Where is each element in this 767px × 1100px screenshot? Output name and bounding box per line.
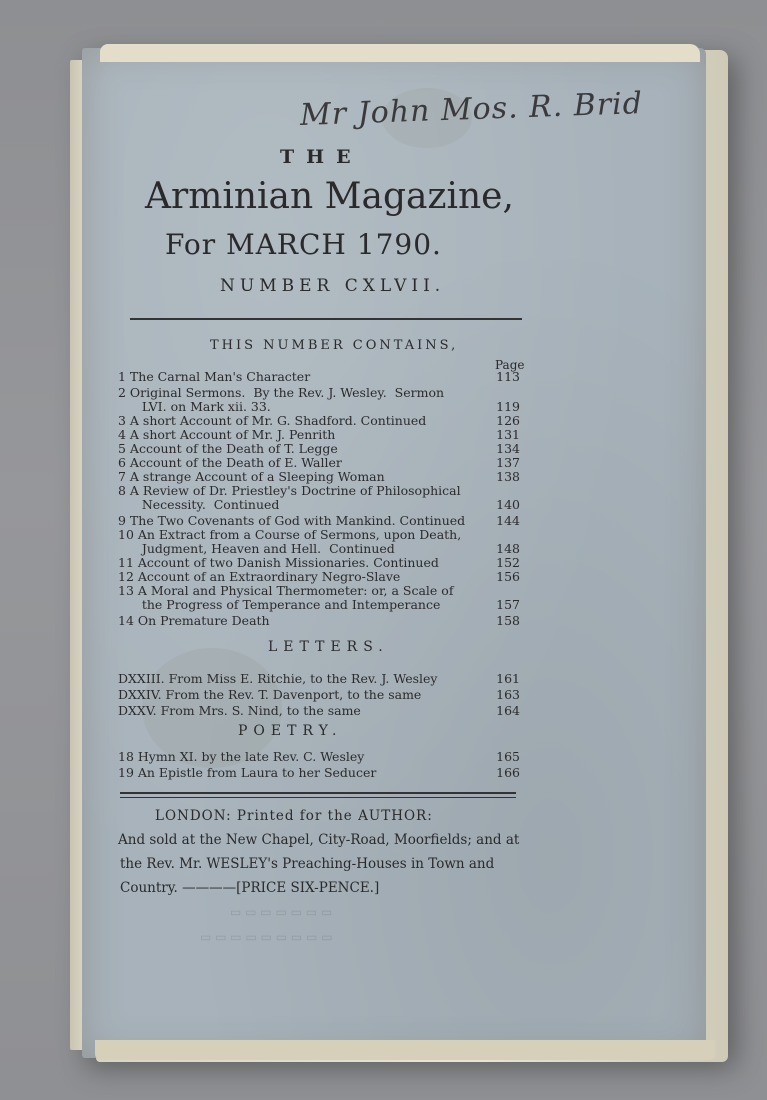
page-column-heading: Page (495, 358, 525, 372)
worn-bottom-edge (95, 1040, 715, 1060)
torn-top-edge (100, 44, 700, 62)
bleed-through-text: ▭ ▭ ▭ ▭ ▭ ▭ ▭ (230, 905, 333, 919)
imprint-line: Country. ————[PRICE SIX-PENCE.] (120, 880, 380, 896)
imprint-divider-bottom (120, 797, 516, 798)
magazine-title: Arminian Magazine, (145, 176, 514, 217)
imprint-line: the Rev. Mr. WESLEY's Preaching-Houses in Town and (120, 856, 495, 872)
imprint-line: LONDON: Printed for the AUTHOR: (155, 808, 433, 824)
contents-heading: THIS NUMBER CONTAINS, (210, 338, 459, 353)
imprint-line: And sold at the New Chapel, City-Road, Moorfields; and at (118, 832, 520, 848)
header-the: THE (280, 146, 363, 168)
imprint-divider-top (120, 792, 516, 794)
bleed-through-text: ▭ ▭ ▭ ▭ ▭ ▭ ▭ ▭ ▭ (200, 930, 333, 944)
issue-number: NUMBER CXLVII. (220, 276, 446, 296)
title-divider (130, 318, 522, 320)
issue-date: For MARCH 1790. (165, 228, 442, 261)
handwritten-signature: Mr John Mos. R. Brid (299, 86, 644, 133)
